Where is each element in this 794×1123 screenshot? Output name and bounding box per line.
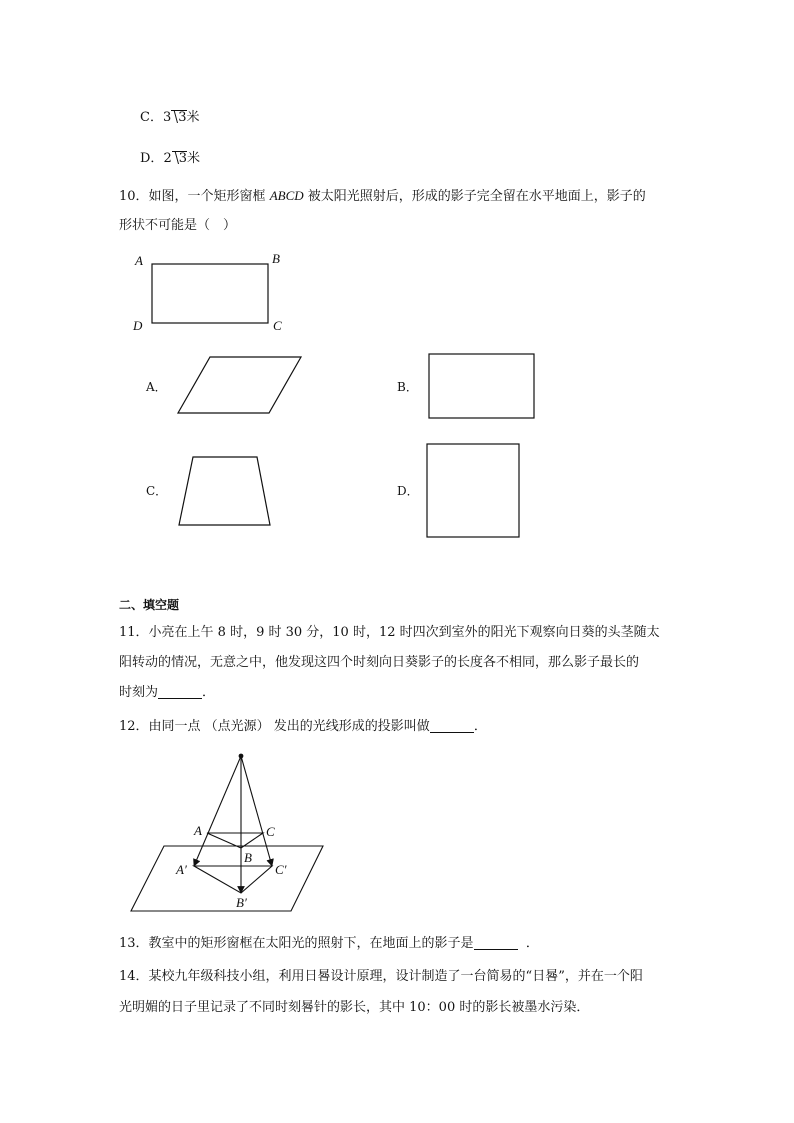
- option-letter: D．: [140, 151, 164, 166]
- radicand: 3: [172, 151, 187, 165]
- q14-line1: 14．某校九年级科技小组，利用日晷设计原理，设计制造了一台简易的“日晷”，并在一个阳: [119, 969, 643, 984]
- label-d: D: [133, 318, 143, 333]
- section-title: 二、填空题: [119, 598, 180, 612]
- label-a: A: [194, 823, 202, 838]
- q10-option-a-label: A．: [146, 380, 167, 394]
- q11-line2: 阳转动的情况，无意之中，他发现这四个时刻向日葵影子的长度各不相同，那么影子最长的: [119, 655, 640, 670]
- ground-plane: [131, 846, 323, 911]
- q11-line1: 11．小亮在上午 8 时，9 时 30 分，10 时，12 时四次到室外的阳光下观察向日葵的头茎随太: [119, 625, 660, 640]
- label-c-prime: C′: [275, 862, 287, 877]
- option-letter: C．: [140, 110, 163, 125]
- q13-line: [119, 937, 539, 950]
- q10-option-b-label: B．: [397, 380, 418, 394]
- q11-end: ．: [202, 685, 216, 700]
- q10-option-d-label: D．: [397, 484, 419, 498]
- q10-text: 10．如图，一个矩形窗框: [119, 189, 270, 204]
- label-a-prime: A′: [176, 862, 187, 877]
- q13-end: ．: [525, 936, 539, 951]
- label-b: B: [272, 251, 280, 266]
- radicand: 3: [171, 110, 186, 124]
- label-c: C: [266, 824, 275, 839]
- q12-text: 12．由同一点 （点光源） 发出的光线形成的投影叫做: [119, 719, 430, 734]
- q10-var: ABCD: [269, 188, 304, 203]
- q10-line2: 形状不可能是（ ）: [119, 218, 237, 233]
- q13-text: 13．教室中的矩形窗框在太阳光的照射下，在地面上的影子是: [119, 936, 474, 951]
- label-b: B: [244, 850, 252, 865]
- label-c: C: [273, 318, 282, 333]
- label-a: A: [135, 253, 143, 268]
- triangle-a2b2c2: [194, 866, 272, 893]
- unit: 米: [186, 110, 200, 125]
- answer-blank: [474, 937, 518, 950]
- ray-a: [194, 756, 241, 866]
- coefficient: 2: [163, 151, 172, 166]
- coefficient: 3: [162, 110, 172, 125]
- q10-option-c-label: C．: [146, 484, 168, 498]
- q11-text: 时刻为: [119, 685, 159, 700]
- unit: 米: [187, 151, 201, 166]
- label-b-prime: B′: [236, 895, 247, 910]
- q12-end: ．: [473, 719, 487, 734]
- q14-line2: 光明媚的日子里记录了不同时刻晷针的影长，其中 10：00 时的影长被墨水污染．: [119, 1000, 590, 1015]
- q10-text: 被太阳光照射后，形成的影子完全留在水平地面上，影子的: [303, 189, 646, 204]
